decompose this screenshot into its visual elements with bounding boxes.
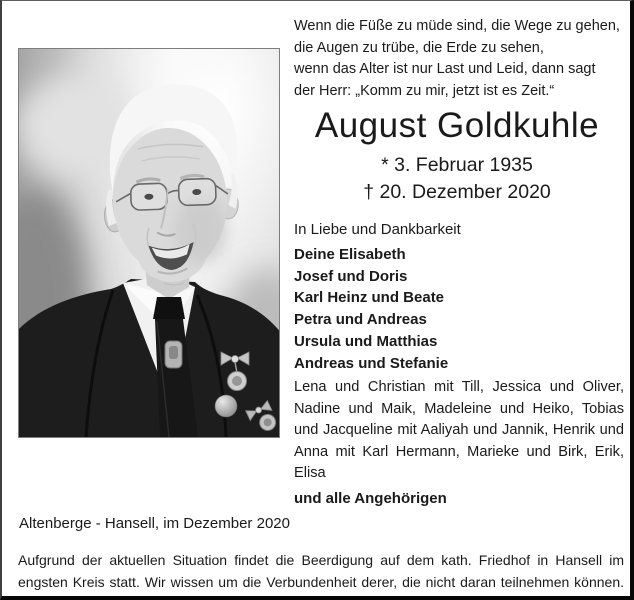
portrait-photo <box>18 48 280 438</box>
poem-line: die Augen zu trübe, die Erde zu sehen, <box>294 39 544 56</box>
family-list <box>294 244 448 374</box>
family-member: Josef und Doris <box>294 267 408 285</box>
poem-line: Wenn die Füße zu müde sind, die Wege zu gehen, <box>294 18 620 34</box>
family-member: Deine Elisabeth <box>294 246 406 263</box>
poem <box>294 16 628 102</box>
birth-date: * 3. Februar 1935 <box>381 154 533 176</box>
deceased-name: August Goldkuhle <box>314 106 600 145</box>
place-date-line: Altenberge - Hansell, im Dezember 2020 <box>19 515 290 532</box>
life-dates <box>292 152 622 205</box>
poem-line: der Herr: „Komm zu mir, jetzt ist es Zeit.“ <box>294 82 555 99</box>
funeral-note: Aufgrund der aktuellen Situation findet die Beerdigung auf dem kath. Friedhof in Hansell im engsten Kreis statt. Wir wissen um die Verbundenheit derer, die nicht daran teilnehmen können. <box>18 552 624 590</box>
family-member: Andreas und Stefanie <box>294 354 449 372</box>
death-date: † 20. Dezember 2020 <box>363 180 551 203</box>
family-member: Karl Heinz und Beate <box>294 289 445 307</box>
relatives-closing: und alle Angehörigen <box>294 490 447 507</box>
family-member: Petra und Andreas <box>294 311 427 329</box>
relatives-paragraph: Lena und Christian mit Till, Jessica und Oliver, Nadine und Maik, Madeleine und Heiko, Tobias und Jacqueline mit Aaliyah und Jannik, Henrik und Anna mit Karl Hermann, Marieke und Birk, Erik, Elisa <box>294 379 624 481</box>
family-member: Ursula und Matthias <box>294 332 438 350</box>
portrait-svg <box>19 49 279 437</box>
mourners-intro: In Liebe und Dankbarkeit <box>294 221 461 238</box>
round-pin <box>215 395 237 417</box>
poem-line: wenn das Alter ist nur Last und Leid, dann sagt <box>294 61 596 78</box>
